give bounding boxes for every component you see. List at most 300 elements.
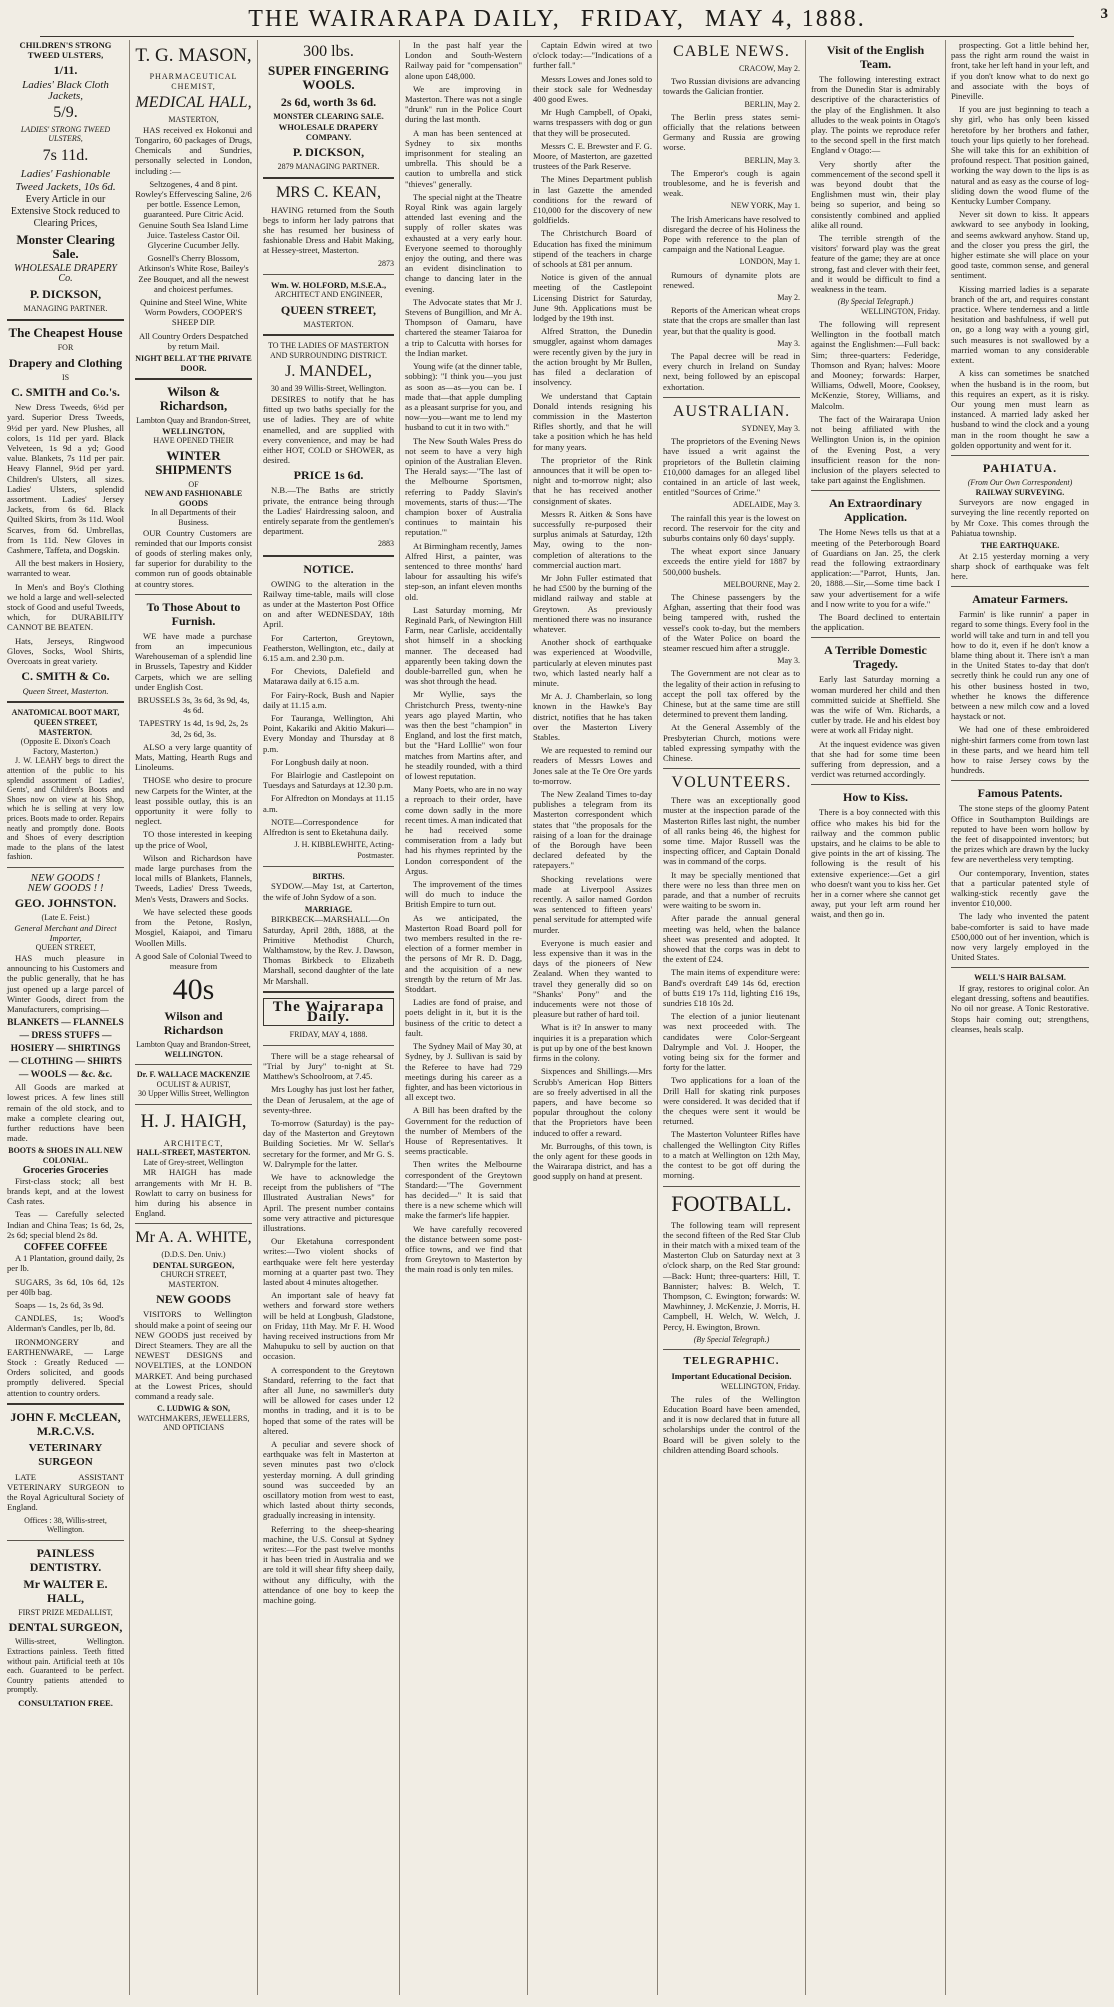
page-number: 3 (1100, 6, 1108, 22)
vol-drill-hall: Two applications for a loan of the Drill Hall for skating rink purposes were considered. It was decided that if the cheques were sent it would be returned. (663, 1075, 800, 1127)
ad-white-surgeon: DENTAL SURGEON, (152, 1260, 235, 1271)
patents-babe-comforter: The lady who invented the patent babe-comforter is said to have made £500,000 out of her invention, which is now very largely employed in the United States. (951, 911, 1089, 963)
ad-wilson-address: Lambton Quay and Brandon-Street, (136, 416, 251, 426)
news-rink: The special night at the Theatre Royal Rink was again largely attended last evening and the supply of roller skates was exhausted at a very early hour. Everyone seemed to thoroughly enjoy the outing, and there was an evident disinclination to change to dancing later in the evening. (405, 191, 522, 294)
news-police-court: We are improving in Masterton. There was not a single "drunk" run in the Police Court during the last month. (405, 83, 522, 125)
ad-visitors: VISITORS to Wellington should make a point of seeing our NEW GOODS just received by Direct Steamers. They are all the NEWEST DESIGNS and NOVELTIES, at the LONDON MARKET. And being purchased at the Lowest Prices, should command a ready sale. (135, 1309, 252, 1402)
ad-mandel-heading: TO THE LADIES OF MASTERTON AND SURROUNDING DISTRICT. (268, 341, 389, 360)
ad-haigh-text: MR HAIGH has made arrangements with Mr H. B. Rowlatt to carry on business for him during his absence in England. (135, 1167, 252, 1219)
ad-smith-hats: Hats, Jerseys, Ringwood Gloves, Socks, Wool Shirts, Overcoats in great variety. (7, 635, 124, 667)
ad-sugars: SUGARS, 3s 6d, 10s 6d, 12s per 40lb bag. (7, 1276, 124, 1297)
news-praise: Ladies are fond of praise, and poets delight in it, but it is the business of the critic to detect a fault. (405, 997, 522, 1038)
ad-wilson-city: WELLINGTON, (162, 425, 225, 436)
ad-candles: CANDLES, 1s; Wood's Alderman's Candles, per lb, 8d. (7, 1313, 124, 1334)
divider (7, 1403, 124, 1405)
ad-smith-co: C. SMITH and Co.'s. (11, 385, 120, 400)
aus-poll-tax: The Government are not clear as to the legality of their action in refusing to accept the poll tax offered by the Chinese, but at the same time are still determined to prevent them landing. (663, 668, 800, 720)
ad-coffee: COFFEE COFFEE (23, 1242, 108, 1254)
notice-fairy-rock: For Fairy-Rock, Bush and Napier daily at 11.15 a.m. (263, 689, 394, 710)
column-7 (806, 40, 946, 1995)
kiss-stand-up: Never sit down to kiss. It appears awkward to see anybody in looking, and seems awkward anyhow. Stand up, and the closer you press the girl, the higher estimate she will place on your good taste, common sense, and general sentiment. (951, 209, 1089, 281)
news-wyllie: Mr Wyllie, says the Christchurch Press, twenty-nine years ago played Martin, who was then the best "champion" in England, and lost the first match, but the "Hard Lolllie" won four matches from Martins after, and he steadily rounded, with a third of lowest reputation. (405, 689, 522, 782)
ad-groceries: Groceries Groceries (22, 1164, 109, 1176)
cable-cracow: CRACOW, May 2. (738, 64, 800, 73)
ad-ironmongery: IRONMONGERY and EARTHENWARE, — Large Stock : Greatly Reduced — Orders solicited, and goods promptly delivered. Special attention to country orders. (7, 1336, 124, 1398)
notice-railway: OWING to the alteration in the Railway time-table, mails will close as under at the Masterton Post Office on and after WEDNESDAY, 18th April. (263, 578, 394, 630)
news-sawmiller: A correspondent to the Greytown Standard, referring to the fact that after all June, no sawmiller's duty will be allowed for cases under 12 months in trading, and it is to be hoped that some of the rates will be altered. (263, 1364, 394, 1436)
ad-medical-hall: MEDICAL HALL, (135, 94, 252, 112)
ad-haigh-late: Late of Grey-street, Wellington (143, 1157, 244, 1167)
ad-hall-consult: CONSULTATION FREE. (18, 1698, 113, 1709)
news-woodville: Another shock of earthquake was experienced at Woodville, particularly at eleven minutes past two, which lasted nearly half a minute. (533, 637, 652, 688)
ad-monster-sale: Monster Clearing Sale. (16, 232, 115, 261)
news-education-board: The Christchurch Board of Education has fixed the minimum stipend of the teachers in charge of schools at £81 per annum. (533, 228, 652, 270)
pahiatua-heading: PAHIATUA. (982, 460, 1058, 475)
australian-heading: AUSTRALIAN. (672, 402, 791, 420)
ad-furnish: To Those About to Furnish. (146, 599, 241, 628)
ad-dickson: P. DICKSON, (29, 287, 102, 302)
pahiatua-railway-heading: RAILWAY SURVEYING. (975, 487, 1065, 497)
application-text: The Home News tells us that at a meeting of the Peterborough Board of Guardians on Jan. 25, the clerk read the following extraordinary application:—"Parrot, Hunts, Jan. 20, 1888.—Sir,—Some time back I saw your advertisement for a wife and I now write to you for a wife." (811, 527, 940, 609)
application-heading: An Extraordinary Application. (829, 496, 922, 525)
divider (951, 780, 1089, 781)
kiss-continued: prospecting. Got a little behind her, pass the right arm round the waist in front, take her left hand in your left, and if you don't know what to do next go and associate with the boys of Pineville. (951, 40, 1089, 102)
news-carlisle: Last Saturday morning, Mr Reginald Park, of Newington Hill Farm, near Carlisle, accidentally shot himself in a shocking manner. The deceased had apparently been taking down the double-barrelled gun, when he was shot through the head. (405, 604, 522, 687)
ad-hall-text: Willis-street, Wellington. Extractions painless. Teeth fitted without pain. Artificial teeth at 10s each. Guaranteed to be perfect. Country patients attended to promptly. (7, 1637, 124, 1695)
divider (263, 866, 394, 867)
aus-may-3: May 3. (777, 656, 800, 666)
ad-johnston-late: (Late E. Feist.) (41, 913, 90, 923)
news-liverpool: Shocking revelations were made at Liverpool Assizes recently. A sailor named Gordon was sentenced to fifteen years' penal servitude for attempted wife murder. (533, 873, 652, 935)
ad-dickson-2-title: 2879 MANAGING PARTNER. (277, 162, 380, 171)
aus-chinese: The Chinese passengers by the Afghan, asserting that their food was being tampered with, rushed the vessel's cook to-day, but the members of the Water Police on board the steamer rescued him after a struggle. (663, 591, 800, 653)
education-heading: Important Educational Decision. (671, 1371, 792, 1382)
editorial-banner: The Wairarapa Daily. (263, 998, 394, 1026)
divider (663, 768, 800, 769)
column-6 (658, 40, 806, 1995)
news-illustrated: We have to acknowledge the receipt from the publishers of "The Illustrated Australian News" for April. The present number contains some very attractive and picturesque illustrations. (263, 1171, 394, 1233)
cable-london: LONDON, May 1. (739, 257, 800, 267)
news-empire: The improvement of the times will do much to induce the British Empire to turn out. (405, 879, 522, 910)
ad-fashion-jackets: Ladies' Fashionable Tweed Jackets, 10s 6d. (15, 168, 116, 193)
ad-mandel-text: DESIRES to notify that he has fitted up two baths specially for the use of ladies. They are of white enamelled, and are supplied with every convenience, and may be had either HOT, COLD or SHOWER, as desired. (263, 393, 394, 466)
news-wethers: An important sale of heavy fat wethers and forward store wethers will be held at Longbush, Gladstone, on Friday, 11th May. Mr F. H. Wood having received instructions from Mr Mahupuku to sell by auction on that occasion. (263, 1290, 394, 1362)
divider (7, 319, 124, 321)
cable-wheat: Reports of the American wheat crops state that the crops are smaller than last year, but that the quality is good. (663, 305, 800, 336)
ad-johnston-prices: All Goods are marked at lowest prices. A few lines still remain of the old stock, and to make a complete clearing out, further reductions have been made. (7, 1082, 124, 1144)
column-1 (2, 40, 130, 1995)
aus-rainfall: The rainfall this year is the lowest on record. The reservoir for the city and suburbs contains only 60 days' supply. (663, 512, 800, 543)
divider (663, 1349, 800, 1350)
kiss-text: There is a boy connected with this office who makes his bid for the railway and the common public upstairs, and he claims to be able to give points in the art of kissing. The following is the result of his extensive experience:—Get a girl who doesn't want you to kiss her. Get her in a corner where she cannot get away, put your left arm round her waist, and then go in. (811, 807, 940, 920)
notice-carterton: For Carterton, Greytown, Featherston, Wellington, etc., daily at 6.15 a.m. and 2.30 p.m. (263, 632, 394, 664)
hair-balsam-text: If gray, restores to original color. An elegant dressing, softens and beautifies. No oil nor grease. A Tonic Restorative. Stops hair coming out; strengthens, cleanses, heals scalp. (951, 983, 1089, 1034)
ad-wilson: Wilson & Richardson, (159, 384, 228, 414)
ad-ulsters-price: 1/11. (53, 63, 78, 78)
ad-mason-text: HAS received ex Hokonui and Tongariro, 60 packages of Drugs, Chemicals and Sundries, personally selected in London, including :— (135, 124, 252, 176)
column-5 (528, 40, 658, 1995)
ad-johnston-street: QUEEN STREET, (35, 943, 96, 953)
news-umbrella: A man has been sentenced at Sydney to six months imprisonment for stealing an umbrella. This should be a caution to umbrella and stick "thieves" generally. (405, 127, 522, 189)
divider (951, 967, 1089, 968)
news-captain-donald: We understand that Captain Donald intends resigning his commission in the Masterton Rifles shortly, and that he will take a position which he has held for many years. (533, 390, 652, 452)
ad-leahy-text: J. W. LEAHY begs to direct the attention of the public to his splendid assortment of Ladies', Gents', and Children's Boots and Shoes now on view at his Shop, which he is selling at very low prices. Boots made to order. Repairs neatly and promptly done. Boots and Shoes of every description made to the plans of the latest fashion. (7, 756, 124, 862)
ad-colonial-tweed: A good Sale of Colonial Tweed to measure from (135, 950, 252, 971)
ad-mandel-number: 2883 (378, 539, 394, 549)
divider (663, 397, 800, 398)
ad-departments: In all Departments of their Business. (151, 508, 236, 527)
aus-melbourne: MELBOURNE, May 2. (723, 579, 800, 589)
ad-wilson-of: OF (188, 479, 199, 489)
news-captain-edwin: Captain Edwin wired at two o'clock today:—"Indications of a further fall." (533, 40, 652, 71)
english-team-second-spell: Very shortly after the commencement of the second spell it was beyond doubt that the Englishmen must win, their play being so superior, and being so consistently combined and applied alike all round. (811, 158, 940, 230)
football-team: The following team will represent the second fifteen of the Red Star Club in their match with a mixed team of the Masterton Club on Saturday next at 3 o'clock sharp, on the Red Star ground:—Back: Hunt; three-quarters: Hill, T. Bannister; halves: B. Welch, T. Thompson, C. Ewington; forwards: W. Mawhinney, J. McKenzie, J. Morris, H. Campbell, H. Welch, W. Welch, J. Percy, H. Ewington, Brown. (663, 1219, 800, 1332)
pahiatua-earthquake: At 2.15 yesterday morning a very sharp shock of earthquake was felt here. (951, 550, 1089, 581)
kiss-shy-girl: If you are just beginning to teach a shy girl, who has only been kissed heretofore by her brothers and father, touch your lips quietly to her forehead. She will take this for an exhibition of profound respect. That position gained, working the way down to the lips is as natural and as easy as the course of log-sliding down the wood flume of the Kentucky Lumber Company. (951, 104, 1089, 207)
ad-new-goods: NEW GOODS (156, 1292, 231, 1307)
ad-mandel-note: N.B.—The Baths are strictly private, the entrance being through the Ladies' Hairdressing saloon, and entirely separate from the gentlemen's department. (263, 485, 394, 537)
ad-brussels: BRUSSELS 3s, 3s 6d, 3s 9d, 4s, 4s 6d. (137, 695, 250, 716)
application-declined: The Board declined to entertain the application. (811, 611, 940, 633)
divider (263, 991, 394, 993)
english-team-extract: The following interesting extract from the Dunedin Star is admirably descriptive of the characteristics of the play of the Englishmen. It also alludes to the weak points in Otago's play. The points we reproduce refer to the second spell in the first match England v Otago:— (811, 74, 940, 156)
ad-local-mills: Wilson and Richardson have made large purchases from the local mills of Blankets, Flannels, Tweeds, Ladies' Dress Tweeds, Men's Vests, Drawers and Socks. (135, 852, 252, 904)
ad-mason-town: MASTERTON, (168, 115, 219, 125)
aus-sydney: SYDNEY, May 3. (741, 423, 800, 433)
ad-forty-shillings: 40s (172, 973, 215, 1007)
masthead (40, 6, 1074, 37)
aus-presbyterian: At the General Assembly of the Presbyterian Church, motions were tabled expressing sympathy with the Chinese. (663, 722, 800, 763)
ad-painless: PAINLESS DENTISTRY. (29, 1545, 102, 1574)
ad-hall-street: HALL-STREET, MASTERTON. (136, 1148, 251, 1158)
marriage-birkbeck: BIRKBECK—MARSHALL—On Saturday, April 28th, 1888, at the Primitive Methodist Church, Walthamstow, by the Rev. J. Dawson, Thomas Birkbeck to Elizabeth Marshall, second daughter of the late Mr Marshall. (263, 914, 394, 986)
ad-jackets: Ladies' Black Cloth Jackets, (22, 79, 109, 102)
news-young-wife: Young wife (at the dinner table, sobbing): "I think you—you just as soon as—as—you can be. I made that—that apple dumpling as a pleasant surprise for you, and now—you—want me to lend my husband to cut it in two with." (405, 361, 522, 433)
ad-300lbs: 300 lbs. (303, 43, 354, 60)
ad-smith-clothing: In Men's and Boy's Clothing we hold a large and well-selected stock of Good and useful Tweeds, which, for DURABILITY CANNOT BE BEATEN. (7, 581, 124, 633)
ad-mackenzie: Dr. F. WALLACE MACKENZIE (136, 1070, 251, 1080)
ad-furnish-text: WE have made a purchase from an impecunious Warehouseman of a splendid line in Brussels, Tapestry and Kidder Carpets, which we are selling under English Cost. (135, 630, 252, 692)
cable-dynamite: Rumours of dynamite plots are renewed. (663, 269, 800, 290)
pahiatua-earthquake-heading: THE EARTHQUAKE. (980, 540, 1060, 550)
news-birmingham: At Birmingham recently, James Alfred Hirst, a painter, was sentenced to three months' hard labour for assaulting his wife's step-son, an infant eleven months old. (405, 540, 522, 602)
news-hop-bitters: Sixpences and Shillings.—Mrs Scrubb's American Hop Bitters are so freely advertised in all the papers, and have become so popular throughout the colony that the Proprietors have been induced to offer a reward. (533, 1066, 652, 1138)
ad-kean-text: HAVING returned from the South begs to inform her lady patrons that she has resumed her business of fashionable Dress and Habit Making, at Hessey-street, Masterton. (263, 204, 394, 256)
news-chamberlain: Mr A. J. Chamberlain, so long known in the Hawke's Bay district, notifies that he has taken over the Masterton Livery Stables. (533, 691, 652, 742)
ad-vet-surgeon: VETERINARY SURGEON (28, 1441, 103, 1468)
notice-alfredton: For Alfredton on Mondays at 11.15 a.m. (263, 793, 394, 814)
divider (263, 1045, 394, 1046)
wellington-dateline: WELLINGTON, Friday. (860, 306, 940, 316)
divider (135, 594, 252, 595)
farmers-heading: Amateur Farmers. (972, 592, 1068, 607)
ad-smith-address: Queen Street, Masterton. (22, 686, 109, 697)
vol-challenge: The Masterton Volunteer Rifles have challenged the Wellington City Rifles to a match at Wellington on 12th May, the contest to be got off during the morning. (663, 1129, 800, 1181)
news-fuller: Mr John Fuller estimated that he had £500 by the burning of the midland railway and stable at Greytown. As previously mentioned there was no insurance whatever. (533, 572, 652, 634)
divider (135, 1064, 252, 1065)
notice-cheviots: For Cheviots, Dalefield and Matarawa daily at 6.15 a.m. (263, 666, 394, 687)
divider (263, 334, 394, 336)
ad-soaps: Soaps — 1s, 2s 6d, 3s 9d. (15, 1300, 104, 1311)
wairarapa-union: The fact of the Wairarapa Union not being affiliated with the Wellington Union is, in the opinion of the Evening Post, a very insufficient reason for the non-inclusion of the players selected to take part against the Englishmen. (811, 413, 940, 486)
ad-holford: Wm. W. HOLFORD, M.S.E.A., (270, 279, 387, 290)
cable-may-3: May 3. (777, 338, 800, 348)
cable-may-2: May 2. (777, 293, 800, 303)
vol-election: The election of a junior lieutenant was next proceeded with. The candidates were Color-Sergeant Dalrymple and Vol. J. Hooper, the voting being six for the former and forty for the latter. (663, 1011, 800, 1073)
column-3 (258, 40, 400, 1995)
ad-hall: Mr WALTER E. HALL, (23, 1576, 108, 1605)
ad-night-bell: NIGHT BELL AT THE PRIVATE DOOR. (135, 354, 252, 373)
ad-wilson-sign-city: WELLINGTON. (164, 1049, 223, 1059)
ad-kean-number: 2873 (378, 258, 394, 268)
news-rehearsal: There will be a stage rehearsal of "Trial by Jury" to-night at St. Matthew's Schoolroom, at 7.45. (263, 1050, 394, 1082)
football-telegraph: (By Special Telegraph.) (693, 1334, 770, 1344)
tragedy-heading: A Terrible Domestic Tragedy. (824, 643, 927, 672)
news-building-societies: To-morrow (Saturday) is the pay-day of the Masterton and Greytown Building Societies. Mr W. Sellar's secretary for the former, and Mr G. S. W. Dalrymple for the latter. (263, 1117, 394, 1169)
ad-holford-town: MASTERTON. (303, 319, 354, 329)
ad-wilson-sign: Wilson and Richardson (163, 1009, 224, 1038)
ad-mason: T. G. MASON, (135, 45, 252, 66)
cable-new-york: NEW YORK, May 1. (730, 201, 800, 211)
cable-berlin-press: The Berlin press states semi-officially that the relations between Germany and Russia are growing worse. (663, 111, 800, 153)
wellington-telegraph: (By Special Telegraph.) (837, 297, 914, 307)
ad-mason-wine: Quinine and Steel Wine, White Worm Powders, COOPER'S SHEEP DIP. (140, 297, 247, 328)
ad-mandel-address: 30 and 39 Willis-Street, Wellington. (270, 384, 387, 394)
ad-smith-hosiery: All the best makers in Hosiery, warranted to wear. (7, 558, 124, 579)
news-press-eleven: The New South Wales Press do not seem to have a very high opinion of the Australian Eleven. The Herald says:—"The last of the Melbourne Sportsmen, referring to Paddy Slavin's movements, starts of thus:—'The champion boxer of Australia continues to maintain his reputation.'" (405, 435, 522, 538)
ad-holford-role: ARCHITECT AND ENGINEER, (274, 290, 383, 300)
ad-jackets-price: 5/9. (53, 103, 78, 121)
news-pioneers: Everyone is much easier and less expensive than it was in the days of the pioneers of New Zealand. When they wanted to travel they generally did so on "Shanks' Pony" and the inducements were not those of pleasure but rather of hard toil. (533, 937, 652, 1020)
news-rink-open: The proprietor of the Rink announces that it will be open to-night and to-morrow night; also that he has received another consignment of skates. (533, 454, 652, 506)
ad-drapery-clothing: Drapery and Clothing (8, 355, 123, 370)
masthead-day: FRIDAY, (580, 6, 685, 32)
ad-mandel-price: PRICE 1s 6d. (293, 468, 364, 483)
ad-hall-prize: FIRST PRIZE MEDALLIST, (18, 1607, 113, 1617)
education-dateline: WELLINGTON, Friday. (720, 1381, 800, 1391)
aus-wheat-export: The wheat export since January exceeds the entire yield for 1887 by 500,000 bushels. (663, 546, 800, 577)
news-melbourne: Then writes the Melbourne correspondent of the Greytown Standard:—"The Government has decided—" It is said that there is a new scheme which will make the farmer's life happier. (405, 1159, 522, 1221)
news-nz-times: The New Zealand Times to-day publishes a telegram from its Masterton correspondent which states that "the proposals for the raising of a loan for the drainage of the Borough have been declared defeated by the ratepayers." (533, 789, 652, 871)
masthead-title: THE WAIRARAPA DAILY, (248, 6, 561, 32)
ad-ladies-ulsters: LADIES' STRONG TWEED ULSTERS, (20, 124, 111, 144)
ad-ulsters-heading: CHILDREN'S STRONG TWEED ULSTERS, (19, 40, 112, 61)
ad-white: Mr A. A. WHITE, (135, 1229, 252, 1247)
ad-white-degree: (D.D.S. Den. Univ.) (161, 1250, 226, 1260)
ad-vet-office: Offices : 38, Willis-street, Wellington. (24, 1515, 107, 1535)
news-burroughs: Mr. Burroughs, of this town, is the only agent for these goods in the Wairarapa district, and has a good supply on hand at present. (533, 1140, 652, 1182)
ad-architect: ARCHITECT, (163, 1138, 224, 1149)
masthead-date: MAY 4, 1888. (704, 6, 866, 32)
ad-mason-title: PHARMACEUTICAL CHEMIST, (149, 72, 238, 91)
ad-dickson-2: P. DICKSON, (292, 145, 365, 159)
ad-boot-mart: ANATOMICAL BOOT MART, QUEEN STREET, MASTERTON. (11, 708, 120, 737)
column-4 (400, 40, 528, 1995)
births-heading: BIRTHS. (312, 871, 345, 881)
kiss-heading: How to Kiss. (842, 790, 908, 805)
ad-mason-list: Seltzogenes, 4 and 8 pint. Rowley's Effervescing Saline, 2/6 per bottle. Essence Lemon, guaranteed. Pure Citric Acid. Genuine South Sea Island Lime Juice. Tasteless Castor Oil. Glycerine Cucumber Jelly. (135, 178, 252, 251)
english-team-heading: Visit of the English Team. (826, 43, 925, 71)
ad-mason-perfume: Gosnell's Cherry Blossom, Atkinson's White Rose, Bailey's Zee Bouquet, and all the newest and choicest perfumes. (138, 253, 249, 294)
ad-mcclean: JOHN F. McCLEAN, M.R.C.V.S. (10, 1409, 121, 1438)
pahiatua-correspondent: (From Our Own Correspondent) (967, 477, 1073, 487)
divider (7, 867, 124, 868)
divider (263, 555, 394, 557)
ad-groceries-text: First-class stock; all best brands kept, and at the lowest Cash rates. (7, 1175, 124, 1207)
news-campbell: Mr Hugh Campbell, of Opaki, warns trespassers with dog or gun that they will be prosecuted. (533, 107, 652, 138)
telegraphic-heading: TELEGRAPHIC. (683, 1355, 780, 1368)
ad-ladies-ulsters-price: 7s 11d. (42, 147, 89, 164)
notice-note: NOTE—Correspondence for Alfredton is sent to Eketahuna daily. (263, 816, 394, 838)
column-8 (946, 40, 1094, 1995)
notice-heading: NOTICE. (303, 561, 354, 576)
divider (263, 177, 394, 179)
cable-news-heading: CABLE NEWS. (673, 43, 790, 60)
ad-oculist: OCULIST & AURIST, (156, 1079, 231, 1089)
cable-emperor: The Emperor's cough is again troublesome, and he is feverish and weak. (663, 167, 800, 199)
cable-berlin-1: BERLIN, May 2. (744, 99, 800, 109)
divider (135, 1223, 252, 1224)
ad-carpets: THOSE who desire to procure new Carpets for the Winter, at the least possible outlay, this is an opportunity it were folly to neglect. (135, 775, 252, 827)
tragedy-inquest: At the inquest evidence was given that she had for some time been suffering from depression, and a verdict was returned accordingly. (811, 738, 940, 780)
news-distance: We have carefully recovered the distance between some post-office towns, and we find that from Greytown to Masterton by the main road is only ten miles. (405, 1223, 522, 1275)
ad-johnston-text: HAS much pleasure in announcing to his Customers and the public generally, that he has just opened up a large parcel of Winter Goods, direct from the Manufacturers, comprising— (7, 952, 124, 1014)
divider (811, 784, 940, 785)
ad-clearing-prices: Every Article in our Extensive Stock reduced to Clearing Prices, (10, 194, 121, 229)
ad-vet-text: LATE ASSISTANT VETERINARY SURGEON to the Royal Agricultural Society of England. (7, 1471, 124, 1513)
ad-monster-clearing: MONSTER CLEARING SALE. (273, 112, 384, 121)
ad-white-address: CHURCH STREET, MASTERTON. (160, 1270, 227, 1289)
ad-mats: ALSO a very large quantity of Mats, Matting, Hearth Rugs and Linoleums. (135, 741, 252, 773)
ad-mackenzie-address: 30 Upper Willis Street, Wellington (138, 1089, 249, 1099)
ad-kean: MRS C. KEAN, (276, 183, 381, 201)
news-lowes-jones: Messrs Lowes and Jones sold to their stock sale for Wednesday 400 good Ewes. (533, 73, 652, 105)
patents-text: The stone steps of the gloomy Patent Office in Southampton Buildings are reputed to have been worn hollow by the feet of disappointed inventors; but the prizes which are drawn by the lucky few are nevertheless very tempting. (951, 803, 1089, 865)
cable-papal: The Papal decree will be read in every church in Ireland on Sunday next, being followed by an episcopal exhortation. (663, 351, 800, 392)
kiss-snatched: A kiss can sometimes be snatched when the husband is in the room, but this requires an expert, as it is risky. Our young men must learn as instanced. A married lady asked her husband to wind the clock and a young man in the room thought he saw a golden opportunity and went for it. (951, 368, 1089, 450)
news-eketahuna: Our Eketahuna correspondent writes:—Two violent shocks of earthquake were felt here yesterday morning at a quarter past two. They lasted about 4 minutes altogether. (263, 1236, 394, 1287)
english-team-forwards: The terrible strength of the visitors' forward play was the great feature of the game; they are at once strong, fast and clever with their feet, and it would be difficult to find a weakness in the team. (811, 233, 940, 295)
news-what-is-it: What is it? In answer to many inquiries it is a preparation which is put up by one of the best known firms in the colony. (533, 1022, 652, 1064)
vol-muster: There was an exceptionally good muster at the inspection parade of the Masterton Rifles last night, the number of all ranks being 46, the highest for some time. Major Russell was the inspecting officer, and Captain Donald was in command of the corps. (663, 795, 800, 867)
ad-coffee-text: A 1 Plantation, ground daily, 2s per lb. (7, 1253, 124, 1274)
ad-tapestry: TAPESTRY 1s 4d, 1s 9d, 2s, 2s 3d, 2s 6d, 3s. (138, 718, 249, 739)
news-road-board: As we anticipated, the Masterton Road Board poll for two members resulted in the re-election of a former member in the persons of Mr R. D. Dagg, and the acquisition of a new strength by the return of Mr Jas. Stoddart. (405, 912, 522, 995)
ad-new-goods-1: NEW GOODS ! (30, 871, 101, 884)
marriage-heading: MARRIAGE. (304, 904, 353, 914)
patents-walking-stick: Our contemporary, Invention, states that a particular patented style of walking-stick recently gave the inventor £10,000. (951, 867, 1089, 909)
ad-new-goods-2: NEW GOODS ! ! (27, 882, 104, 895)
aus-libel: The proprietors of the Evening News have issued a writ against the proprietors of the Bulletin claiming £10,000 damages for an alleged libel contained in an article of last week, entitled "Sources of Crime." (663, 436, 800, 498)
football-heading: FOOTBALL. (671, 1190, 792, 1216)
news-park-reserve: Messrs C. E. Brewster and F. G. Moore, of Masterton, are gazetted trustees of the Park Reserve. (533, 140, 652, 172)
news-reminder: We are requested to remind our readers of Messrs Lowes and Jones sale at the Te Ore Ore yards to-morrow. (533, 745, 652, 786)
notice-longbush: For Longbush daily at noon. (271, 756, 369, 767)
notice-blairlogie: For Blairlogie and Castlepoint on Tuesdays and Saturdays at 12.30 p.m. (263, 770, 394, 791)
ad-queen-street: QUEEN STREET, (280, 302, 377, 317)
column-2 (130, 40, 258, 1995)
ad-wilson-opened: HAVE OPENED THEIR (153, 436, 234, 446)
pahiatua-railway: Surveyors are now engaged in surveying the line recently reported on by Mr Coxe. This comes through the Pahiatua township. (951, 497, 1089, 538)
news-railway-compensation: In the past half year the London and South-Western Railway paid for "compensation" alone upon £48,000. (405, 40, 522, 81)
news-stratton: Alfred Stratton, the Dunedin smuggler, against whom damages were recently given by the jury in the action brought by Mr Bullen, has filed a declaration of insolvency. (533, 326, 652, 388)
news-poets: Many Poets, who are in no way a reproach to their order, have come down sadly in the more recent times. A man indicated that he had received some commiseration from a lady but had his rhymes reprinted by the London correspondent of the Argus. (405, 784, 522, 876)
divider (951, 455, 1089, 456)
news-bill: A Bill has been drafted by the Government for the reduction of the number of Members of the House of Representatives. It seems practicable. (405, 1105, 522, 1157)
ad-hall-surgeon: DENTAL SURGEON, (8, 1620, 123, 1635)
ad-wool-price: TO those interested in keeping up the price of Wool, (135, 829, 252, 850)
news-shearing: Referring to the sheep-shearing machine, the U.S. Consul at Sydney writes:—For the past twelve months it has been tried in Australia and we are told it will shear fifty sheep daily, without any difficulty, with the attendance of one boy to keep the machine going. (263, 1523, 394, 1606)
editorial-date: FRIDAY, MAY 4, 1888. (289, 1030, 368, 1040)
ad-johnston-role: General Merchant and Direct Importer, (14, 922, 117, 944)
births-sydow: SYDOW.—May 1st, at Carterton, the wife of John Sydow of a son. (263, 881, 394, 902)
cable-berlin-2: BERLIN, May 3. (744, 155, 800, 165)
farmers-text: Farmin' is like runnin' a paper in regard to some things. Every fool in the world will take and turn in and tell you how to do it, even if he don't know a blame thing about it. There isn't a man in the United States to-day that don't secretly think he could run any one of his other business hosted in two, whether he knows the difference between a new milch cow and a loved haystack or not. (951, 609, 1089, 722)
divider (663, 1186, 800, 1187)
ad-ludwig-trade: WATCHMAKERS, JEWELLERS, AND OPTICIANS (137, 1413, 250, 1433)
patents-heading: Famous Patents. (977, 786, 1063, 801)
kiss-married: Kissing married ladies is a separate branch of the art, and requires constant practice. Where tenderness and a little hesitation and bashfulness, if well put on, go a long way with a young girl, such measures is not swallowed by a married woman to any considerable extent. (951, 283, 1089, 366)
hair-balsam-heading: WELL'S HAIR BALSAM. (974, 973, 1066, 983)
ad-is: IS (61, 372, 70, 382)
divider (811, 637, 940, 638)
ad-johnston: GEO. JOHNSTON. (14, 896, 117, 911)
ad-haigh: H. J. HAIGH, (140, 1111, 247, 1133)
volunteers-heading: VOLUNTEERS. (671, 774, 792, 792)
vol-meeting: After parade the annual general meeting was held, when the balance sheet was presented and adopted. It showed that the corps was in debt to the extent of £24. (663, 913, 800, 965)
ad-mason-orders: All Country Orders Despatched by return Mail. (138, 330, 249, 351)
divider (263, 274, 394, 275)
news-earthquake: A peculiar and severe shock of earthquake was felt in Masterton at seven minutes past two o'clock yesterday morning. A dull grinding sound was succeeded by an oscillatory motion from west to east, which lasted about thirty seconds, gradually increasing in intensity. (263, 1439, 394, 1521)
ad-fingering-wools: SUPER FINGERING WOOLS. (268, 63, 389, 92)
ad-drapery-company: WHOLESALE DRAPERY COMPANY. (278, 121, 379, 142)
vol-expenditure: The main items of expenditure were: Band's overdraft £49 14s 6d, erection of butts £19 17s 11d, lighting £16 19s, sundries £18 10s 2d. (663, 967, 800, 1009)
divider (135, 1104, 252, 1105)
ad-fashionable-goods: NEW AND FASHIONABLE GOODS (144, 489, 243, 508)
notice-signature: J. H. KIBBLEWHITE, Acting-Postmaster. (294, 840, 394, 860)
news-taiaroa: The Advocate states that Mr J. Stevens of Bungillion, and Mr A. Thompson of Oamaru, have chartered the steamer Taiaroa for a trip to Calcutta with horses for the Indian market. (405, 296, 522, 358)
ad-country-customers: OUR Country Customers are reminded that our Imports consist of goods of sterling makes only, far superior for durability to the common run of goods obtainable at country stores. (135, 527, 252, 589)
news-licensing: Notice is given of the annual meeting of the Castlepoint Licensing District for Saturday, June 9th. Applications must be lodged by the 19th inst. (533, 272, 652, 324)
divider (951, 586, 1089, 587)
ad-teas: Teas — Carefully selected Indian and China Teas; 1s 6d, 2s, 2s 6d; special blend 2s 8d. (7, 1209, 124, 1240)
ad-cheapest-house: The Cheapest House (8, 325, 123, 340)
ad-wilson-sign-address: Lambton Quay and Brandon-Street, (136, 1040, 251, 1050)
divider (811, 490, 940, 491)
ad-dickson-title: MANAGING PARTNER. (23, 304, 108, 314)
ad-for: FOR (57, 343, 74, 352)
notice-tauranga: For Tauranga, Wellington, Ahi Point, Kakariki and Akitio Makuri—Every Monday and Thursday at 8 p.m. (263, 713, 394, 754)
wellington-team: The following will represent Wellington in the football match against the Englishmen:—Full back: Sim; three-quarters: Federidge, Thomson and Ryan; halves: Moore and Mooney; forwards: Harper, Williams, Odwell, Moore, Cooksey, McKenzie, Storey, Williams, and Malcolm. (811, 319, 940, 411)
vol-recruits: It may be specially mentioned that there were no less than three men on parade, and that a number of recruits were waiting to be sworn in. (663, 869, 800, 911)
divider (7, 701, 124, 703)
cable-irish: The Irish Americans have resolved to disregard the decree of his Holiness the Pope with reference to the plan of campaign and the National League. (663, 213, 800, 255)
ad-smith-list: New Dress Tweeds, 6½d per yard. Superior Dress Tweeds, 9½d per yard. New Plushes, all colors, 1s 11d per yard. Black Velveteen, 1s 9d a yd; Good value. Blankets, 7s 11d per pair. Heavy Flannel, 9½d per yard. Children's Ulsters, all sizes. Ladies' Ulsters, splendid assortment. Ladies' Jersey Jackets, from 6s 6d. Black Quilted Skirts, from 3s 11d. Wool Scarves, from 6d. Umbrellas, from 1s 11d. New Gloves in Cashmere, Taffeta, and Dogskin. (7, 402, 124, 556)
ad-mills: We have selected these goods from the Petone, Roslyn, Mosgiel, Kaiapoi, and Timaru Woollen Mills. (135, 906, 252, 948)
tragedy-text: Early last Saturday morning a woman murdered her child and then committed suicide at Sheffield. She was the wife of Wm. Richards, a cutler by trade. He and his eldest boy were at work all Friday night. (811, 674, 940, 736)
education-text: The rules of the Wellington Education Board have been amended, and it is now declared that in future all scholarships under the control of the Board will be given solely to the children attending Board schools. (663, 1393, 800, 1455)
news-sullivan: The Sydney Mail of May 30, at Sydney, by J. Sullivan is said by the Referee to have had 729 meetings during his career as a fighter, and has been victorious in all except two. (405, 1041, 522, 1103)
ad-wool-price: 2s 6d, worth 3s 6d. (280, 95, 377, 109)
ad-smith-sign: C. SMITH & Co. (21, 669, 110, 684)
ad-boot-mart-location: (Opposite E. Dixon's Coach Factory, Masterton.) (20, 737, 111, 756)
ad-winter-shipments: WINTER SHIPMENTS (155, 447, 232, 477)
ad-johnston-goods: BLANKETS — FLANNELS — DRESS STUFFS — HOSIERY — SHIRTINGS — CLOTHING — SHIRTS — WOOLS — &c. &c. (7, 1018, 124, 1081)
divider (7, 1540, 124, 1541)
news-loughy: Mrs Loughy has just lost her father, the Dean of Jerusalem, at the age of seventy-three. (263, 1084, 394, 1115)
ad-ludwig: C. LUDWIG & SON, (156, 1404, 231, 1414)
aus-adelaide: ADELAIDE, May 3. (732, 500, 800, 510)
